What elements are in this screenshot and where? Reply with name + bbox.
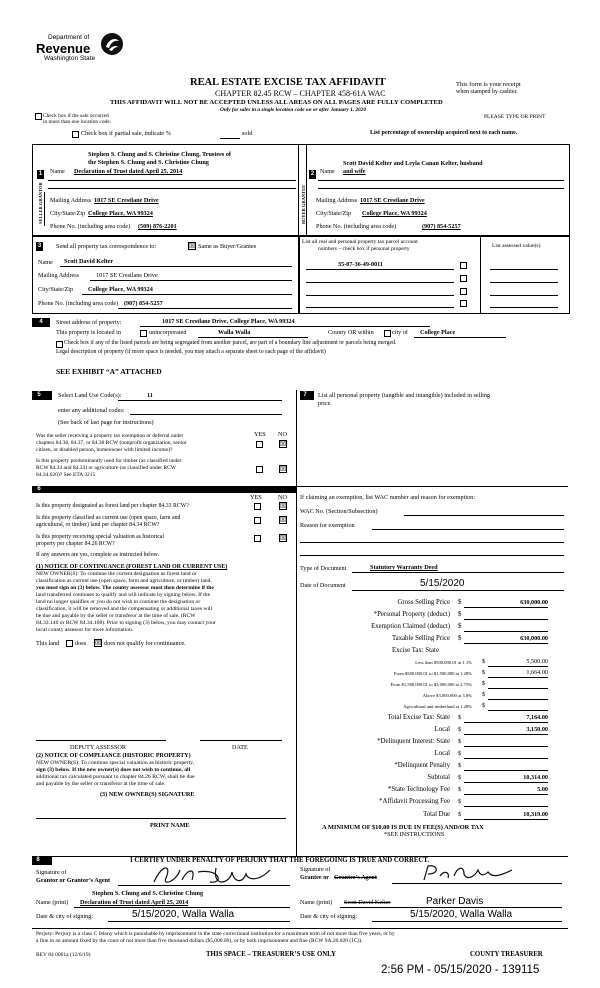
recording-stamp: 2:56 PM - 05/15/2020 - 139115 [381,964,540,976]
corr-name-label: Name [38,259,53,266]
tier2-value: 1,664.00 [526,669,548,676]
dollar-sign: $ [458,714,462,721]
dollar-sign: $ [458,726,462,733]
grantor-print-label: Name (print) [36,899,69,906]
please-type: PLEASE TYPE OR PRINT [484,114,546,120]
grantor-print-1: Stephen S. Chung and S. Christine Chung [92,890,204,897]
form-title: REAL ESTATE EXCISE TAX AFFIDAVIT [190,77,386,88]
grantor-sig-label-2: Grantor or Grantor’s Agent [36,877,111,884]
dollar-sign: $ [482,691,486,698]
timber-question-1: Is this property predominantly used for timber (as classified under [36,458,182,464]
section-6-number: 6 [35,486,43,493]
section-6-bar [32,487,296,493]
dollar-sign: $ [458,738,462,745]
timber-question-2: RCW 84.34 and 84.33) or agriculture (as classified under RCW [36,465,176,471]
revenue-swirl-icon [100,32,124,56]
exemption-question-1: Was the seller receiving a property tax exemption or deferral under [36,433,184,439]
notice-continuance-line-3: you must sign on (3) below. The county assessor must then determine if the [36,585,214,591]
same-as-buyer-label: Same as Buyer/Grantee [198,243,257,250]
grantee-date-place: 5/15/2020, Walla Walla [410,909,513,920]
minimum-due-note: A MINIMUM OF $10.00 IS DUE IN FEE(S) AND/OR TAX [322,824,484,831]
this-land-label: This land [36,640,60,647]
dollar-sign: $ [482,669,486,676]
total-due-label: Total Due [423,811,450,818]
certify-section-number: 8 [34,856,42,865]
local-label: Local [434,726,450,733]
dollar-sign: $ [458,750,462,757]
forest-yes-checkbox[interactable] [254,503,261,510]
taxable-label: Taxable Selling Price [391,635,450,642]
exemption-claim-label: If claiming an exemption, list WAC number and reason for exemption: [300,494,475,501]
street-label: Street address of property: [56,319,122,326]
correspondence-label: Send all property tax correspondence to: [56,243,157,250]
land-does-label: does [75,640,87,647]
tax-table [300,598,568,848]
exemption-deduct-label: Exemption Claimed (deduct) [371,623,450,630]
assessor-date-label: DATE [232,744,248,751]
buyer-name-line1: Scott David Kelter and Leyla Canan Kelter, husband [343,160,483,167]
corr-city: College Place, WA 99324 [88,286,153,293]
notice-continuance-line-8: 84.33.140 or RCW 84.34.108). Prior to signing (3) below, you may contact your [36,620,216,626]
notice-continuance-line-5: land no longer qualifies or you do not wish to continue the designation or [36,599,201,605]
receipt-note-2: when stamped by cashier. [456,89,518,95]
buyer-name-line2: and wife [343,168,366,175]
total-due-value: 10,319.00 [523,811,548,818]
gross-label: Gross Selling Price [397,599,450,606]
dollar-sign: $ [482,658,486,665]
exemption-no-checkbox[interactable]: ☒ [280,440,287,448]
section6-no-header: NO [278,494,287,501]
grantor-date-place-label: Date & city of signing: [36,913,94,920]
exemption-question-2: chapters 84.36, 84.37, or 84.38 RCW (nonprofit organization, senior [36,440,187,446]
seller-address: 1017 SE Crestlane Drive [94,197,159,204]
same-as-buyer-checkbox[interactable]: ☒ [189,242,196,250]
buyer-side-label: BUYER GRANTEE [301,184,306,224]
new-owner-signature-label: (3) NEW OWNER(S) SIGNATURE [100,791,195,798]
notice-compliance-line-3: additional tax calculated pursuant to chapter 84.26 RCW, shall be due [36,774,195,780]
land-does-not-label: does not qualify for continuance. [104,640,186,647]
seller-name-label: Name [50,168,65,175]
buyer-address: 1017 SE Crestlane Drive [360,197,425,204]
seller-phone: (509) 876-2201 [138,223,177,230]
property-section-number: 4 [32,318,50,327]
doc-date-label: Date of Document [300,582,346,589]
land-use-section-number: 5 [35,391,43,400]
subtotal-value: 10,314.00 [523,774,548,781]
personal-property-label-2: price. [318,400,332,407]
notice-compliance-line-1: NEW OWNER(S): To continue special valuation as historic property, [36,760,195,766]
exhibit-note: SEE EXHIBIT “A” ATTACHED [56,367,162,376]
parcel-4-personal-checkbox[interactable] [460,300,467,307]
current-use-question-2: agricultural, or timber) land per chapter 84.34 RCW? [36,522,160,528]
notice-compliance-title: (2) NOTICE OF COMPLIANCE (HISTORIC PROPERTY) [36,753,191,759]
subtotal-label: Subtotal [427,774,450,781]
see-instructions-note: *SEE INSTRUCTIONS [384,831,445,838]
delinquent-penalty-label: *Delinquent Penalty [394,762,450,769]
legal-description-label: Legal description of property (if more space is needed, you may attach a separate sheet to each page of the affidavit) [56,349,326,355]
logo-revenue: Revenue [36,41,91,56]
deputy-assessor-label: DEPUTY ASSESSOR [70,744,126,751]
tier4-label: Above $3,000,000 at 3.0% [422,693,472,698]
total-state-label: Total Excise Tax: State [387,714,450,721]
certify-statement: I CERTIFY UNDER PENALTY OF PERJURY THAT THE FOREGOING IS TRUE AND CORRECT. [130,857,430,864]
dollar-sign: $ [458,774,462,781]
timber-no-checkbox[interactable]: ☒ [280,465,287,473]
affidavit-fee-label: *Affidavit Processing Fee [379,798,450,805]
corr-city-label: City/State/Zip [38,286,74,293]
parcels-header-2: numbers – check box if personal property [318,246,410,252]
grantor-date-place: 5/15/2020, Walla Walla [132,909,235,920]
land-use-no-header: NO [278,431,287,438]
buyer-phone-label: Phone No. (including area code) [316,223,397,230]
correspondence-section-number: 3 [37,243,42,249]
notice-continuance-line-7: be due and payable by the seller or transferor at the time of sale. (RCW [36,613,196,619]
county-or-label: County OR within [328,329,374,336]
sales-note: Only for sales in a single location code on or after January 1, 2020 [220,107,366,113]
seller-name-line1: Stephen S. Chung and S. Christine Chung, Trustees of [88,151,231,158]
city-of-label: city of [392,329,408,336]
land-does-checkbox[interactable] [66,640,73,647]
wac-label: WAC No. (Section/Subsection) [300,508,378,515]
gross-value: 630,000.00 [520,599,548,606]
assessed-value-header: List assessed value(s) [492,243,541,249]
current-use-no-checkbox[interactable]: ☒ [280,516,287,524]
dollar-sign: $ [458,811,462,818]
buyer-city-label: City/State/Zip [316,210,352,217]
grantee-agent-struck: Grantee’s Agent [334,874,377,881]
tier1-value: 5,500.00 [526,658,548,665]
multi-location-label-2: in more than one location code. [43,119,111,125]
tier5-label: Agricultural and timberland at 1.28% [403,704,472,709]
form-warning: THIS AFFIDAVIT WILL NOT BE ACCEPTED UNLESS ALL AREAS ON ALL PAGES ARE FULLY COMPLETED [110,99,443,106]
current-use-yes-checkbox[interactable] [254,517,261,524]
doc-date: 5/15/2020 [420,578,465,589]
street-address: 1017 SE Crestlane Drive, College Place, WA 99324 [162,318,295,325]
exemption-question-3: citizen, or disabled person, homeowner with limited income)? [36,447,173,453]
notice-continuance-line-9: local county assessor for more information. [36,627,134,633]
seller-city: College Place, WA 99324 [88,210,153,217]
grantee-sig-label-2: Grantee or [300,874,330,881]
form-number: REV 84 0001a (12/6/19) [36,952,91,958]
grantee-signature [420,862,520,884]
grantee-print-struck: Scott David Kelter [344,899,391,906]
city-of-checkbox[interactable] [384,330,391,337]
partial-sale-label: Check box if partial sale, indicate % [81,130,171,137]
dollar-sign: $ [458,786,462,793]
land-use-yes-header: YES [254,431,266,438]
doc-type: Statutory Warranty Deed [370,564,438,571]
parcels-header-1: List all real and personal property tax parcel account [302,239,418,245]
current-use-question-1: Is this property classified as current use (open space, farm and [36,515,181,521]
land-use-label: Select Land Use Code(s): [58,392,122,399]
delinquent-state-label: *Delinquent Interest: State [377,738,450,745]
ownership-note: List percentage of ownership acquired next to each name. [370,130,518,136]
multi-location-checkbox[interactable] [35,113,42,120]
parcel-3-personal-checkbox[interactable] [460,288,467,295]
exemption-yes-checkbox[interactable] [256,441,263,448]
buyer-section-number: 2 [310,171,315,177]
notice-compliance-line-2: sign (3) below. If the new owner(s) does not wish to continue, all [36,767,191,773]
perjury-line-1: Perjury: Perjury is a class C felony which is punishable by imprisonment in the state correctional institution for a maximum term of not more than five years, or by [36,931,395,937]
unincorporated-label: unincorporated [149,329,187,336]
seller-name-line2: the Stephen S. Chung and S. Christine Chung [88,159,209,166]
seller-address-label: Mailing Address [50,197,92,204]
dollar-sign: $ [458,611,462,618]
seller-section-number: 1 [38,171,43,177]
taxable-value: 630,000.00 [520,635,548,642]
forest-question: Is this property designated as forest land per chapter 84.33 RCW? [36,503,189,509]
grantee-sig-label-1: Signature of [300,866,331,873]
segregated-checkbox[interactable] [56,341,63,348]
doc-type-label: Type of Document [300,565,347,572]
partial-sale-sold: sold [242,130,253,137]
delinquent-local-label: Local [434,750,450,757]
grantee-date-place-label: Date & city of signing: [300,913,358,920]
dollar-sign: $ [458,798,462,805]
located-label: This property is located in [56,329,121,336]
grantee-print-name: Parker Davis [426,896,484,907]
dollar-sign: $ [482,680,486,687]
parcel-1-personal-checkbox[interactable] [460,262,467,269]
tier1-label: Less than $500,000.01 at 1.1% [415,660,472,665]
dollar-sign: $ [458,635,462,642]
notice-continuance-line-6: classification, it will be removed and the compensating or additional taxes will [36,606,213,612]
historic-question-1: Is this property receiving special valuation as historical [36,534,164,540]
notice-continuance-line-1: NEW OWNER(S): To continue the current designation as forest land or [36,571,197,577]
dollar-sign: $ [458,623,462,630]
corr-name: Scott David Kelter [64,258,114,265]
seller-phone-label: Phone No. (including area code) [50,223,131,230]
notice-compliance-line-4: and payable by the seller or transferor at the time of sale. [36,781,166,787]
dollar-sign: $ [482,702,486,709]
corr-address: 1017 SE Crestlane Drive [96,272,158,279]
buyer-phone: (907) 854-5257 [422,223,461,230]
see-back-label: (See back of last page for instructions) [58,419,154,426]
historic-yes-checkbox[interactable] [254,535,261,542]
forest-no-checkbox[interactable]: ☒ [280,502,287,510]
print-name-label: PRINT NAME [150,822,190,829]
tier3-label: From $1,500,000.01 to $3,000,000 at 2.75% [390,682,472,687]
receipt-note-1: This form is your receipt [456,81,521,88]
revenue-logo [34,30,134,74]
corr-address-label: Mailing Address [38,272,80,279]
additional-codes-label: enter any additional codes: [58,407,125,414]
grantee-print-label: Name (print) [300,899,333,906]
grantor-print-2: Declaration of Trust dated April 25, 2014 [80,899,189,906]
section6-yes-header: YES [250,494,262,501]
buyer-name-label: Name [320,168,335,175]
excise-state-label: Excise Tax: State [392,647,439,654]
segregated-label: Check box if any of the listed parcels are being segregated from another parcel, are part of a boundary line adjustment or parcels being merged. [64,340,397,346]
multi-location-label-1: Check box if the sale occurred [43,113,109,119]
dollar-sign: $ [458,599,462,606]
buyer-city: College Place, WA 99324 [362,210,427,217]
timber-question-3: 84.34.020)? See ETA 3215 [36,472,96,478]
land-use-code: 11 [147,392,153,399]
land-does-not-checkbox[interactable]: ☒ [95,639,102,647]
notice-continuance-title: (1) NOTICE OF CONTINUANCE (FOREST LAND OR CURRENT USE) [36,564,228,570]
dollar-sign: $ [458,762,462,769]
notice-continuance-line-4: land transferred continues to qualify and will indicate by signing below. If the [36,592,211,598]
corr-phone-label: Phone No. (including area code) [38,300,119,307]
logo-state: Washington State [44,55,96,62]
seller-name-line3: Declaration of Trust dated April 25, 2014 [74,168,183,175]
corr-phone: (907) 854-5257 [124,300,163,307]
personal-property-label-1: List all personal property (tangible and intangible) included in selling [318,392,491,399]
historic-no-checkbox[interactable]: ☒ [280,534,287,542]
tech-fee-value: 5.00 [537,786,548,793]
seller-city-label: City/State/Zip [50,210,86,217]
county-name: Walla Walla [218,329,251,336]
local-value: 3,150.00 [526,726,548,733]
partial-sale-checkbox[interactable] [72,131,79,138]
personal-property-section-number: 7 [300,391,310,400]
grantor-sig-label-1: Signature of [36,869,67,876]
parcel-2-personal-checkbox[interactable] [460,275,467,282]
timber-yes-checkbox[interactable] [256,466,263,473]
exemption-reason-label: Reason for exemption [300,522,355,529]
buyer-address-label: Mailing Address [316,197,358,204]
parcel-number-1: 35-07-36-49-0011 [338,261,384,268]
notice-continuance-line-2: classification as current use (open space, farm and agriculture, or timber) land, [36,578,212,584]
tier2-label: From $500,000.01 to $1,500,000 at 1.28% [393,671,472,676]
personal-deduct-label: *Personal Property (deduct) [373,611,450,618]
logo-dept-line: Department of [48,34,90,41]
seller-side-label: SELLER GRANTOR [38,182,43,224]
treasurer-space: THIS SPACE – TREASURER’S USE ONLY [206,951,336,958]
county-treasurer: COUNTY TREASURER [470,951,543,958]
form-chapter: CHAPTER 82.45 RCW – CHAPTER 458-61A WAC [215,89,386,98]
unincorporated-checkbox[interactable] [140,330,147,337]
historic-question-2: property per chapter 84.26 RCW? [36,541,115,547]
property-city: College Place [420,329,456,336]
total-state-value: 7,164.00 [526,714,548,721]
perjury-line-2: a fine in an amount fixed by the court of not more than five thousand dollars ($5,000.00), or by both imprisonment and fine (RCW 9A.20.020 (1C)). [36,938,363,944]
if-yes-note: If any answers are yes, complete as instructed below. [36,552,159,558]
tech-fee-label: *State Technology Fee [387,786,450,793]
